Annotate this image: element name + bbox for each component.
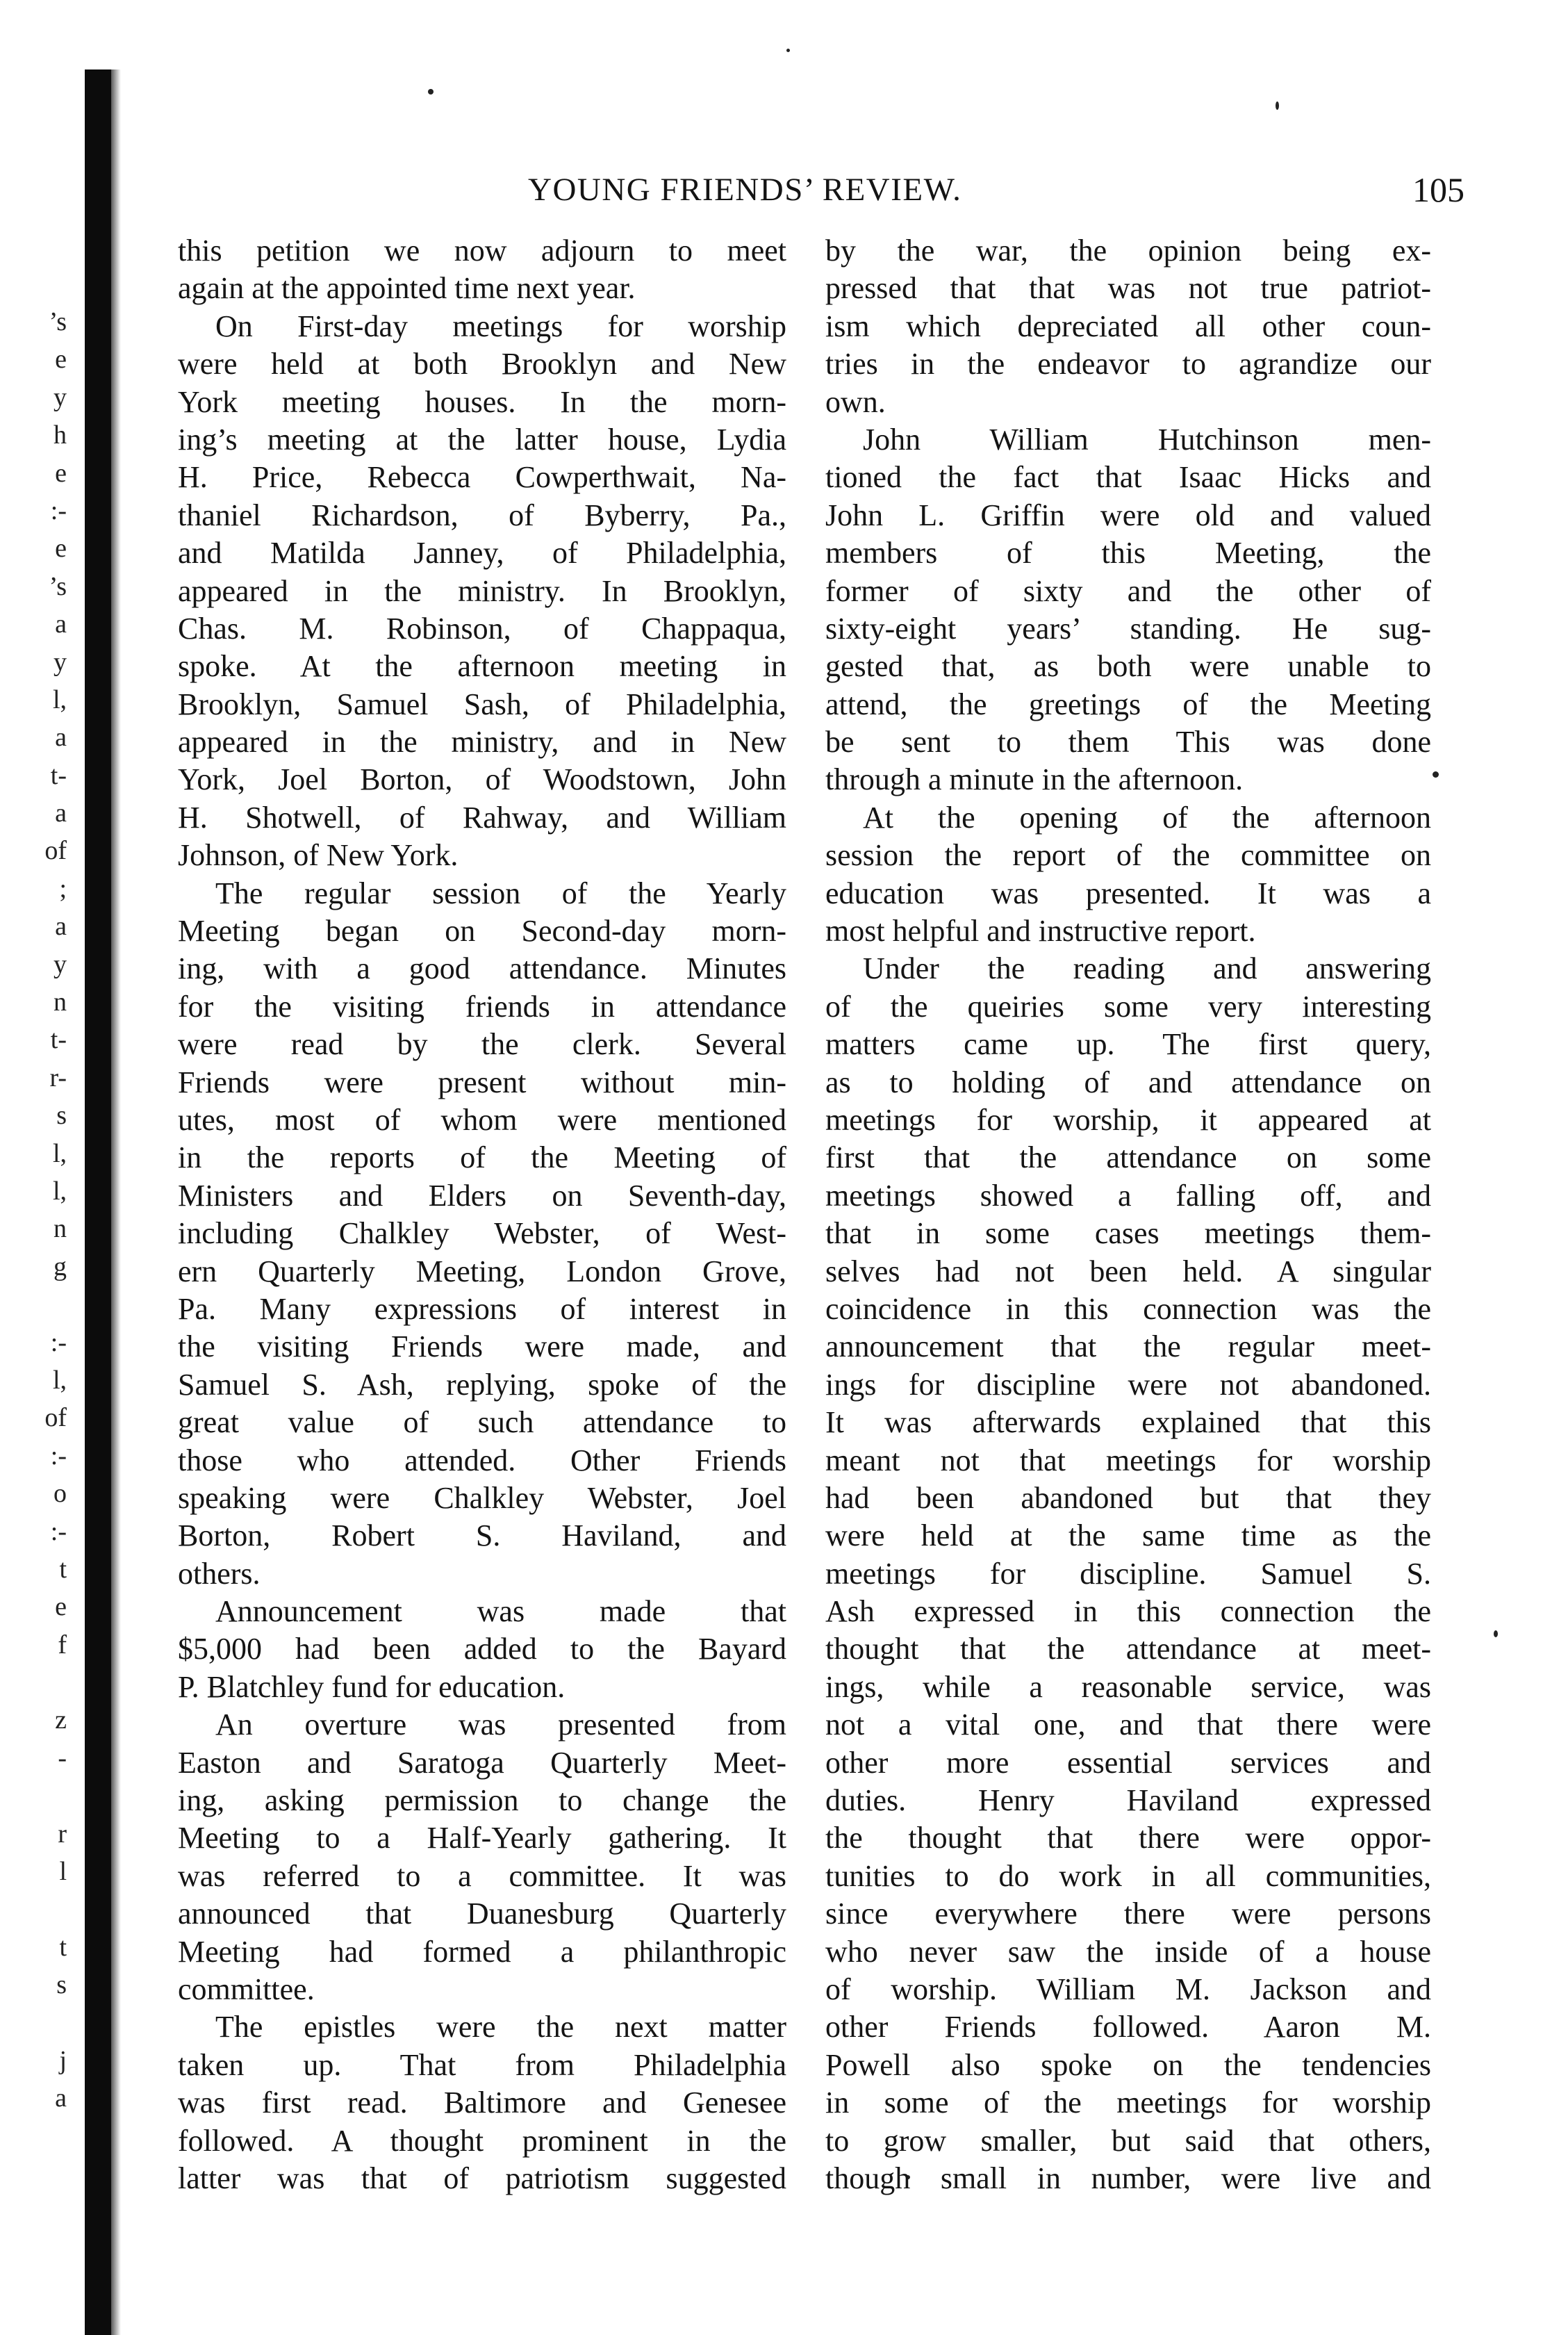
text-line: meetings for discipline. Samuel S. bbox=[825, 1556, 1431, 1591]
margin-fragment: t- bbox=[50, 760, 67, 790]
text-line: though small in number, were live and bbox=[825, 2161, 1431, 2195]
margin-fragment: of bbox=[44, 836, 67, 866]
text-line: again at the appointed time next year. bbox=[178, 271, 636, 306]
text-line: York, Joel Borton, of Woodstown, John bbox=[178, 762, 786, 797]
scan-speck bbox=[1276, 101, 1279, 110]
text-line: gested that, as both were unable to bbox=[825, 649, 1431, 684]
margin-fragment: n bbox=[53, 1214, 67, 1244]
text-line: announcement that the regular meet- bbox=[825, 1329, 1431, 1364]
text-line: At the opening of the afternoon bbox=[863, 800, 1431, 835]
text-line: spoke. At the afternoon meeting in bbox=[178, 649, 786, 684]
scan-speck bbox=[786, 49, 790, 52]
page-header bbox=[528, 171, 1464, 215]
facing-page-fragments bbox=[4, 303, 67, 2117]
margin-fragment: :- bbox=[50, 1441, 67, 1470]
text-line: those who attended. Other Friends bbox=[178, 1443, 786, 1477]
text-line: H. Price, Rebecca Cowperthwait, Na- bbox=[178, 460, 786, 495]
margin-fragment: of bbox=[44, 1403, 67, 1433]
text-line: ings for discipline were not abandoned. bbox=[825, 1367, 1431, 1402]
text-line: Pa. Many expressions of interest in bbox=[178, 1291, 786, 1326]
text-line: utes, most of whom were mentioned bbox=[178, 1102, 786, 1137]
margin-fragment: l, bbox=[52, 1176, 67, 1206]
text-line: had been abandoned but that they bbox=[825, 1480, 1431, 1515]
text-line: Friends were present without min- bbox=[178, 1065, 786, 1099]
margin-fragment: a bbox=[55, 2083, 67, 2113]
text-line: Meeting began on Second-day morn- bbox=[178, 914, 786, 949]
text-line: and Matilda Janney, of Philadelphia, bbox=[178, 536, 786, 571]
binding-gutter bbox=[85, 69, 111, 2335]
margin-fragment: t bbox=[59, 1554, 67, 1584]
text-line: Chas. M. Robinson, of Chappaqua, bbox=[178, 611, 786, 646]
margin-fragment: n bbox=[53, 988, 67, 1017]
margin-fragment bbox=[4, 1664, 67, 1701]
text-line: attend, the greetings of the Meeting bbox=[825, 687, 1431, 721]
margin-fragment: l, bbox=[52, 1138, 67, 1168]
text-line: meant not that meetings for worship bbox=[825, 1443, 1431, 1477]
margin-fragment: e bbox=[55, 534, 67, 564]
text-line: appeared in the ministry. In Brooklyn, bbox=[178, 573, 786, 608]
text-line: H. Shotwell, of Rahway, and William bbox=[178, 800, 786, 835]
text-line: members of this Meeting, the bbox=[825, 536, 1431, 571]
margin-fragment: a bbox=[55, 723, 67, 753]
right-text-column bbox=[825, 232, 1431, 2197]
text-line: appeared in the ministry, and in New bbox=[178, 725, 786, 760]
margin-fragment bbox=[4, 2004, 67, 2042]
text-line: ing’s meeting at the latter house, Lydia bbox=[178, 422, 786, 457]
text-line: speaking were Chalkley Webster, Joel bbox=[178, 1480, 786, 1515]
text-line: in the reports of the Meeting of bbox=[178, 1140, 786, 1175]
text-line: thaniel Richardson, of Byberry, Pa., bbox=[178, 498, 786, 532]
margin-fragment bbox=[4, 1286, 67, 1323]
margin-fragment: y bbox=[53, 647, 67, 677]
text-line: who never saw the inside of a house bbox=[825, 1934, 1431, 1969]
text-line: Announcement was made that bbox=[215, 1594, 786, 1629]
margin-fragment: j bbox=[59, 2045, 67, 2075]
margin-fragment: - bbox=[58, 1743, 67, 1773]
text-line: Powell also spoke on the tendencies bbox=[825, 2047, 1431, 2082]
text-line: for the visiting friends in attendance bbox=[178, 989, 786, 1024]
text-line: Johnson, of New York. bbox=[178, 838, 459, 873]
text-line: other more essential services and bbox=[825, 1745, 1431, 1780]
text-line: others. bbox=[178, 1556, 261, 1591]
text-line: of the queiries some very interesting bbox=[825, 989, 1431, 1024]
margin-fragment bbox=[4, 1890, 67, 1928]
text-line: $5,000 had been added to the Bayard bbox=[178, 1632, 786, 1666]
text-line: On First-day meetings for worship bbox=[215, 309, 786, 343]
text-line: other Friends followed. Aaron M. bbox=[825, 2010, 1431, 2045]
text-line: were held at both Brooklyn and New bbox=[178, 347, 786, 382]
text-line: in some of the meetings for worship bbox=[825, 2086, 1431, 2120]
margin-fragment: o bbox=[53, 1479, 67, 1509]
margin-fragment: :- bbox=[50, 1327, 67, 1357]
text-line: An overture was presented from bbox=[215, 1707, 786, 1742]
margin-fragment: r bbox=[58, 1819, 67, 1849]
text-line: The epistles were the next matter bbox=[215, 2010, 786, 2045]
margin-fragment: l, bbox=[52, 685, 67, 714]
text-line: ern Quarterly Meeting, London Grove, bbox=[178, 1254, 786, 1288]
text-line: ing, asking permission to change the bbox=[178, 1783, 786, 1818]
margin-fragment: g bbox=[53, 1252, 67, 1281]
text-line: was referred to a committee. It was bbox=[178, 1858, 786, 1893]
text-line: latter was that of patriotism suggested bbox=[178, 2161, 786, 2195]
text-line: duties. Henry Haviland expressed bbox=[825, 1783, 1431, 1818]
text-line: great value of such attendance to bbox=[178, 1405, 786, 1440]
margin-fragment: :- bbox=[50, 1516, 67, 1546]
margin-fragment: ’s bbox=[49, 307, 67, 336]
text-line: education was presented. It was a bbox=[825, 876, 1431, 910]
margin-fragment: a bbox=[55, 609, 67, 639]
scan-speck bbox=[1494, 1630, 1498, 1637]
text-line: were read by the clerk. Several bbox=[178, 1027, 786, 1062]
scan-speck bbox=[1433, 771, 1439, 778]
margin-fragment: h bbox=[53, 420, 67, 450]
text-line: former of sixty and the other of bbox=[825, 573, 1431, 608]
text-line: meetings for worship, it appeared at bbox=[825, 1102, 1431, 1137]
margin-fragment: r- bbox=[49, 1063, 67, 1092]
text-line: as to holding of and attendance on bbox=[825, 1065, 1431, 1099]
text-line: sixty-eight years’ standing. He sug- bbox=[825, 611, 1431, 646]
text-line: the visiting Friends were made, and bbox=[178, 1329, 786, 1364]
margin-fragment: l, bbox=[52, 1365, 67, 1395]
text-line: meetings showed a falling off, and bbox=[825, 1178, 1431, 1213]
margin-fragment: e bbox=[55, 345, 67, 375]
text-line: taken up. That from Philadelphia bbox=[178, 2047, 786, 2082]
text-line: that in some cases meetings them- bbox=[825, 1216, 1431, 1251]
text-line: announced that Duanesburg Quarterly bbox=[178, 1896, 786, 1931]
text-line: pressed that that was not true patriot- bbox=[825, 271, 1431, 306]
text-line: was first read. Baltimore and Genesee bbox=[178, 2086, 786, 2120]
text-line: through a minute in the afternoon. bbox=[825, 762, 1244, 797]
text-line: tunities to do work in all communities, bbox=[825, 1858, 1431, 1893]
text-line: The regular session of the Yearly bbox=[215, 876, 786, 910]
margin-fragment: y bbox=[53, 382, 67, 412]
margin-fragment: e bbox=[55, 1592, 67, 1622]
left-text-column bbox=[178, 232, 786, 2197]
margin-fragment bbox=[4, 1777, 67, 1814]
margin-fragment: a bbox=[55, 798, 67, 828]
text-line: Borton, Robert S. Haviland, and bbox=[178, 1518, 786, 1553]
margin-fragment: s bbox=[56, 1101, 67, 1131]
margin-fragment: :- bbox=[50, 495, 67, 525]
margin-fragment: s bbox=[56, 1970, 67, 2000]
text-line: matters came up. The first query, bbox=[825, 1027, 1431, 1062]
text-line: John William Hutchinson men- bbox=[863, 422, 1431, 457]
text-line: Samuel S. Ash, replying, spoke of the bbox=[178, 1367, 786, 1402]
text-line: coincidence in this connection was the bbox=[825, 1291, 1431, 1326]
text-line: of worship. William M. Jackson and bbox=[825, 1972, 1431, 2006]
text-line: to grow smaller, but said that others, bbox=[825, 2123, 1431, 2158]
margin-fragment: e bbox=[55, 458, 67, 488]
text-line: P. Blatchley fund for education. bbox=[178, 1669, 566, 1704]
text-line: York meeting houses. In the morn- bbox=[178, 384, 786, 419]
margin-fragment: l bbox=[59, 1857, 67, 1887]
text-line: ing, with a good attendance. Minutes bbox=[178, 951, 786, 986]
text-line: own. bbox=[825, 384, 886, 419]
text-line: Under the reading and answering bbox=[863, 951, 1431, 986]
text-line: Meeting had formed a philanthropic bbox=[178, 1934, 786, 1969]
text-line: since everywhere there were persons bbox=[825, 1896, 1431, 1931]
running-title: YOUNG FRIENDS’ REVIEW. bbox=[528, 172, 962, 208]
text-line: first that the attendance on some bbox=[825, 1140, 1431, 1175]
margin-fragment: t bbox=[59, 1932, 67, 1962]
text-line: ism which depreciated all other coun- bbox=[825, 309, 1431, 343]
text-line: Ash expressed in this connection the bbox=[825, 1594, 1431, 1629]
text-line: most helpful and instructive report. bbox=[825, 914, 1256, 949]
text-line: tioned the fact that Isaac Hicks and bbox=[825, 460, 1431, 495]
text-line: the thought that there were oppor- bbox=[825, 1821, 1431, 1855]
margin-fragment: ’s bbox=[49, 571, 67, 601]
text-line: including Chalkley Webster, of West- bbox=[178, 1216, 786, 1251]
text-line: this petition we now adjourn to meet bbox=[178, 234, 786, 268]
text-line: followed. A thought prominent in the bbox=[178, 2123, 786, 2158]
margin-fragment: a bbox=[55, 912, 67, 942]
margin-fragment: ; bbox=[59, 874, 67, 903]
text-line: Ministers and Elders on Seventh-day, bbox=[178, 1178, 786, 1213]
text-line: Meeting to a Half-Yearly gathering. It bbox=[178, 1821, 786, 1855]
scan-speck bbox=[428, 89, 434, 95]
margin-fragment: z bbox=[55, 1705, 67, 1735]
text-line: not a vital one, and that there were bbox=[825, 1707, 1431, 1742]
text-line: were held at the same time as the bbox=[825, 1518, 1431, 1553]
binding-gutter-shadow bbox=[111, 69, 121, 2335]
margin-fragment: t- bbox=[50, 1025, 67, 1055]
text-line: tries in the endeavor to agrandize our bbox=[825, 347, 1431, 382]
text-line: session the report of the committee on bbox=[825, 838, 1431, 873]
text-line: It was afterwards explained that this bbox=[825, 1405, 1431, 1440]
text-line: ings, while a reasonable service, was bbox=[825, 1669, 1431, 1704]
text-line: be sent to them This was done bbox=[825, 725, 1431, 760]
text-line: committee. bbox=[178, 1972, 315, 2006]
margin-fragment: f bbox=[58, 1630, 67, 1660]
page-number: 105 bbox=[1412, 170, 1464, 209]
text-line: John L. Griffin were old and valued bbox=[825, 498, 1431, 532]
text-line: by the war, the opinion being ex- bbox=[825, 234, 1431, 268]
text-line: Easton and Saratoga Quarterly Meet- bbox=[178, 1745, 786, 1780]
text-line: Brooklyn, Samuel Sash, of Philadelphia, bbox=[178, 687, 786, 721]
text-line: thought that the attendance at meet- bbox=[825, 1632, 1431, 1666]
margin-fragment: y bbox=[53, 949, 67, 979]
text-line: selves had not been held. A singular bbox=[825, 1254, 1431, 1288]
